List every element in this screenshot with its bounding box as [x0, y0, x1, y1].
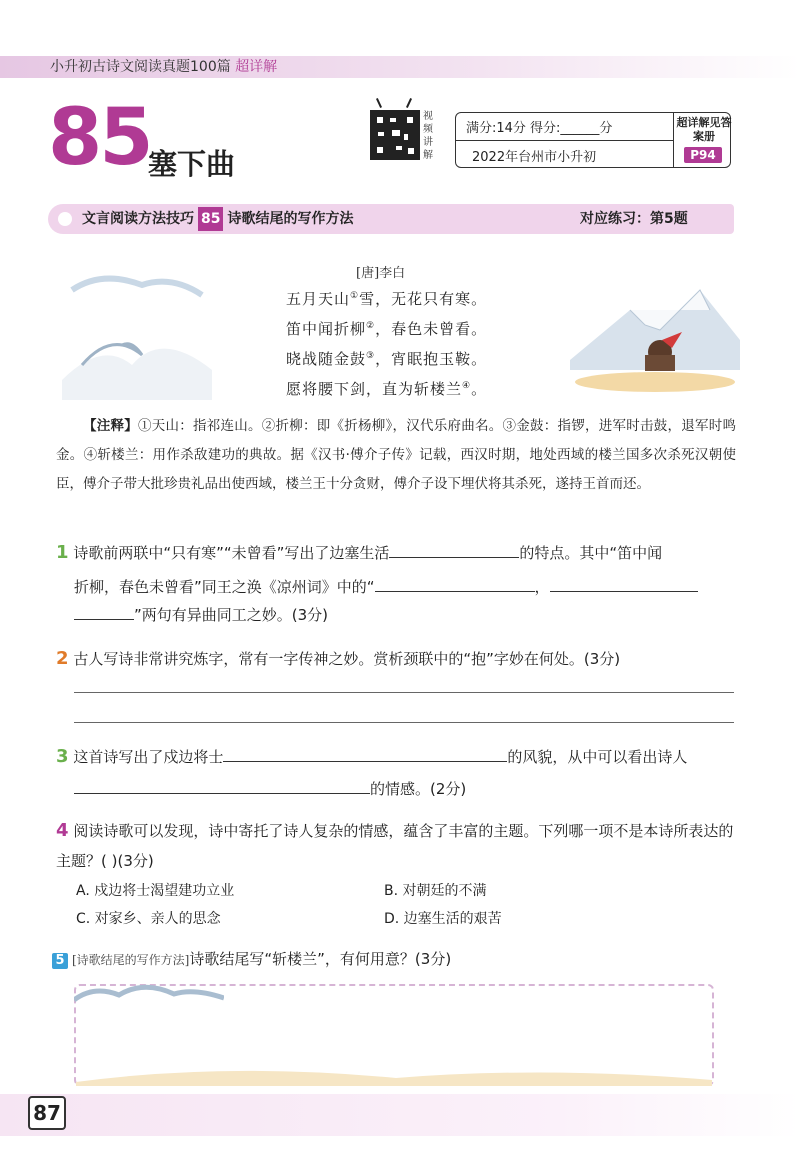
answer-blank[interactable]: [74, 775, 370, 794]
footer-band: [0, 1094, 800, 1136]
series-main: 小升初古诗文阅读真题100篇: [50, 59, 231, 75]
poem-line: 笛中闻折柳②，春色未曾看。: [286, 320, 488, 338]
answer-line[interactable]: [74, 692, 734, 693]
poem-line: 愿将腰下剑，直为斩楼兰④。: [286, 380, 488, 398]
question-3: 3 这首诗写出了戍边将士 的风貌，从中可以看出诗人: [56, 742, 746, 772]
question-number: 4: [56, 820, 69, 841]
option-b[interactable]: B. 对朝廷的不满: [384, 883, 487, 899]
answer-page-badge: P94: [684, 147, 722, 163]
qr-antenna-left: [376, 98, 382, 108]
method-tag: [诗歌结尾的写作方法]: [72, 953, 190, 967]
question-3-cont: 的情感。(2分): [74, 774, 744, 804]
annotation-paragraph: [56, 412, 736, 499]
qr-code-icon[interactable]: [370, 110, 420, 160]
question-number: 5: [52, 953, 68, 969]
question-5: 5 [诗歌结尾的写作方法]诗歌结尾写“斩楼兰”，有何用意？(3分): [52, 944, 742, 975]
answer-blank[interactable]: [389, 539, 519, 558]
mountain-cloud-illustration: [62, 270, 212, 400]
practice-ref: 对应练习：第5题: [580, 211, 688, 227]
divider: [455, 140, 673, 141]
cloud-decoration: [74, 980, 224, 1010]
answer-ref-text: 超详解见答案册: [676, 116, 732, 143]
sand-decoration: [76, 1062, 712, 1086]
bullet-icon: [58, 212, 72, 226]
question-number: 2: [56, 648, 69, 669]
chapter-number: 85: [48, 93, 151, 183]
note-label: 【注释】: [83, 418, 138, 434]
option-c[interactable]: C. 对家乡、亲人的思念: [76, 911, 221, 927]
answer-blank[interactable]: [223, 743, 507, 762]
series-highlight: 超详解: [235, 59, 278, 75]
question-1-cont: 折柳，春色未曾看”同王之涣《凉州词》中的“ ，: [74, 572, 744, 602]
tip-number: 85: [198, 207, 223, 231]
poem-line: 五月天山①雪，无花只有寒。: [286, 290, 488, 308]
question-number: 3: [56, 746, 69, 767]
score-line: 满分:14分 得分:______分: [466, 121, 613, 136]
poem-line: 晓战随金鼓③，宵眠抱玉鞍。: [286, 350, 488, 368]
question-1: 1 诗歌前两联中“只有寒”“未曾看”写出了边塞生活 的特点。其中“笛中闻: [56, 538, 746, 568]
answer-blank[interactable]: [550, 573, 698, 592]
tip-topic: 诗歌结尾的写作方法: [227, 211, 354, 227]
option-a[interactable]: A. 戍边将士渴望建功立业: [76, 883, 235, 899]
answer-blank[interactable]: [74, 601, 134, 620]
question-4: 4 阅读诗歌可以发现，诗中寄托了诗人复杂的情感，蕴含了丰富的主题。下列哪一项不是本诗所表达的主题？( )(3分): [56, 820, 734, 870]
answer-line[interactable]: [74, 722, 734, 723]
tip-label: 文言阅读方法技巧: [82, 211, 194, 227]
question-number: 1: [56, 542, 69, 563]
option-d[interactable]: D. 边塞生活的艰苦: [384, 911, 502, 927]
exam-source: 2022年台州市小升初: [472, 150, 597, 165]
page-number: 87: [28, 1096, 66, 1130]
question-1-end: ”两句有异曲同工之妙。(3分): [74, 600, 744, 630]
series-title: [50, 56, 277, 78]
question-2: 2 古人写诗非常讲究炼字，常有一字传神之妙。赏析颈联中的“抱”字妙在何处。(3分): [56, 648, 621, 669]
method-tip: [82, 207, 353, 231]
note-text: ①天山：指祁连山。②折柳：即《折杨柳》，汉代乐府曲名。③金鼓：指锣，进军时击鼓，退军时鸣金。④斩楼兰：用作杀敌建功的典故。据《汉书·傅介子传》记载，西汉时期，地处西域的楼兰国多次杀死汉朝使臣，傅介子带大批珍贵礼品出使西域，楼兰王十分贪财，傅介子设下埋伏将其杀死，遂持王首而还。: [56, 418, 736, 492]
poem-title: 塞下曲: [148, 147, 236, 181]
horseman-illustration: [560, 270, 740, 400]
video-explain-label: 视频讲解: [423, 111, 433, 161]
qr-antenna-right: [406, 98, 412, 108]
answer-blank[interactable]: [375, 573, 535, 592]
poem-author: [唐]李白: [356, 266, 406, 281]
